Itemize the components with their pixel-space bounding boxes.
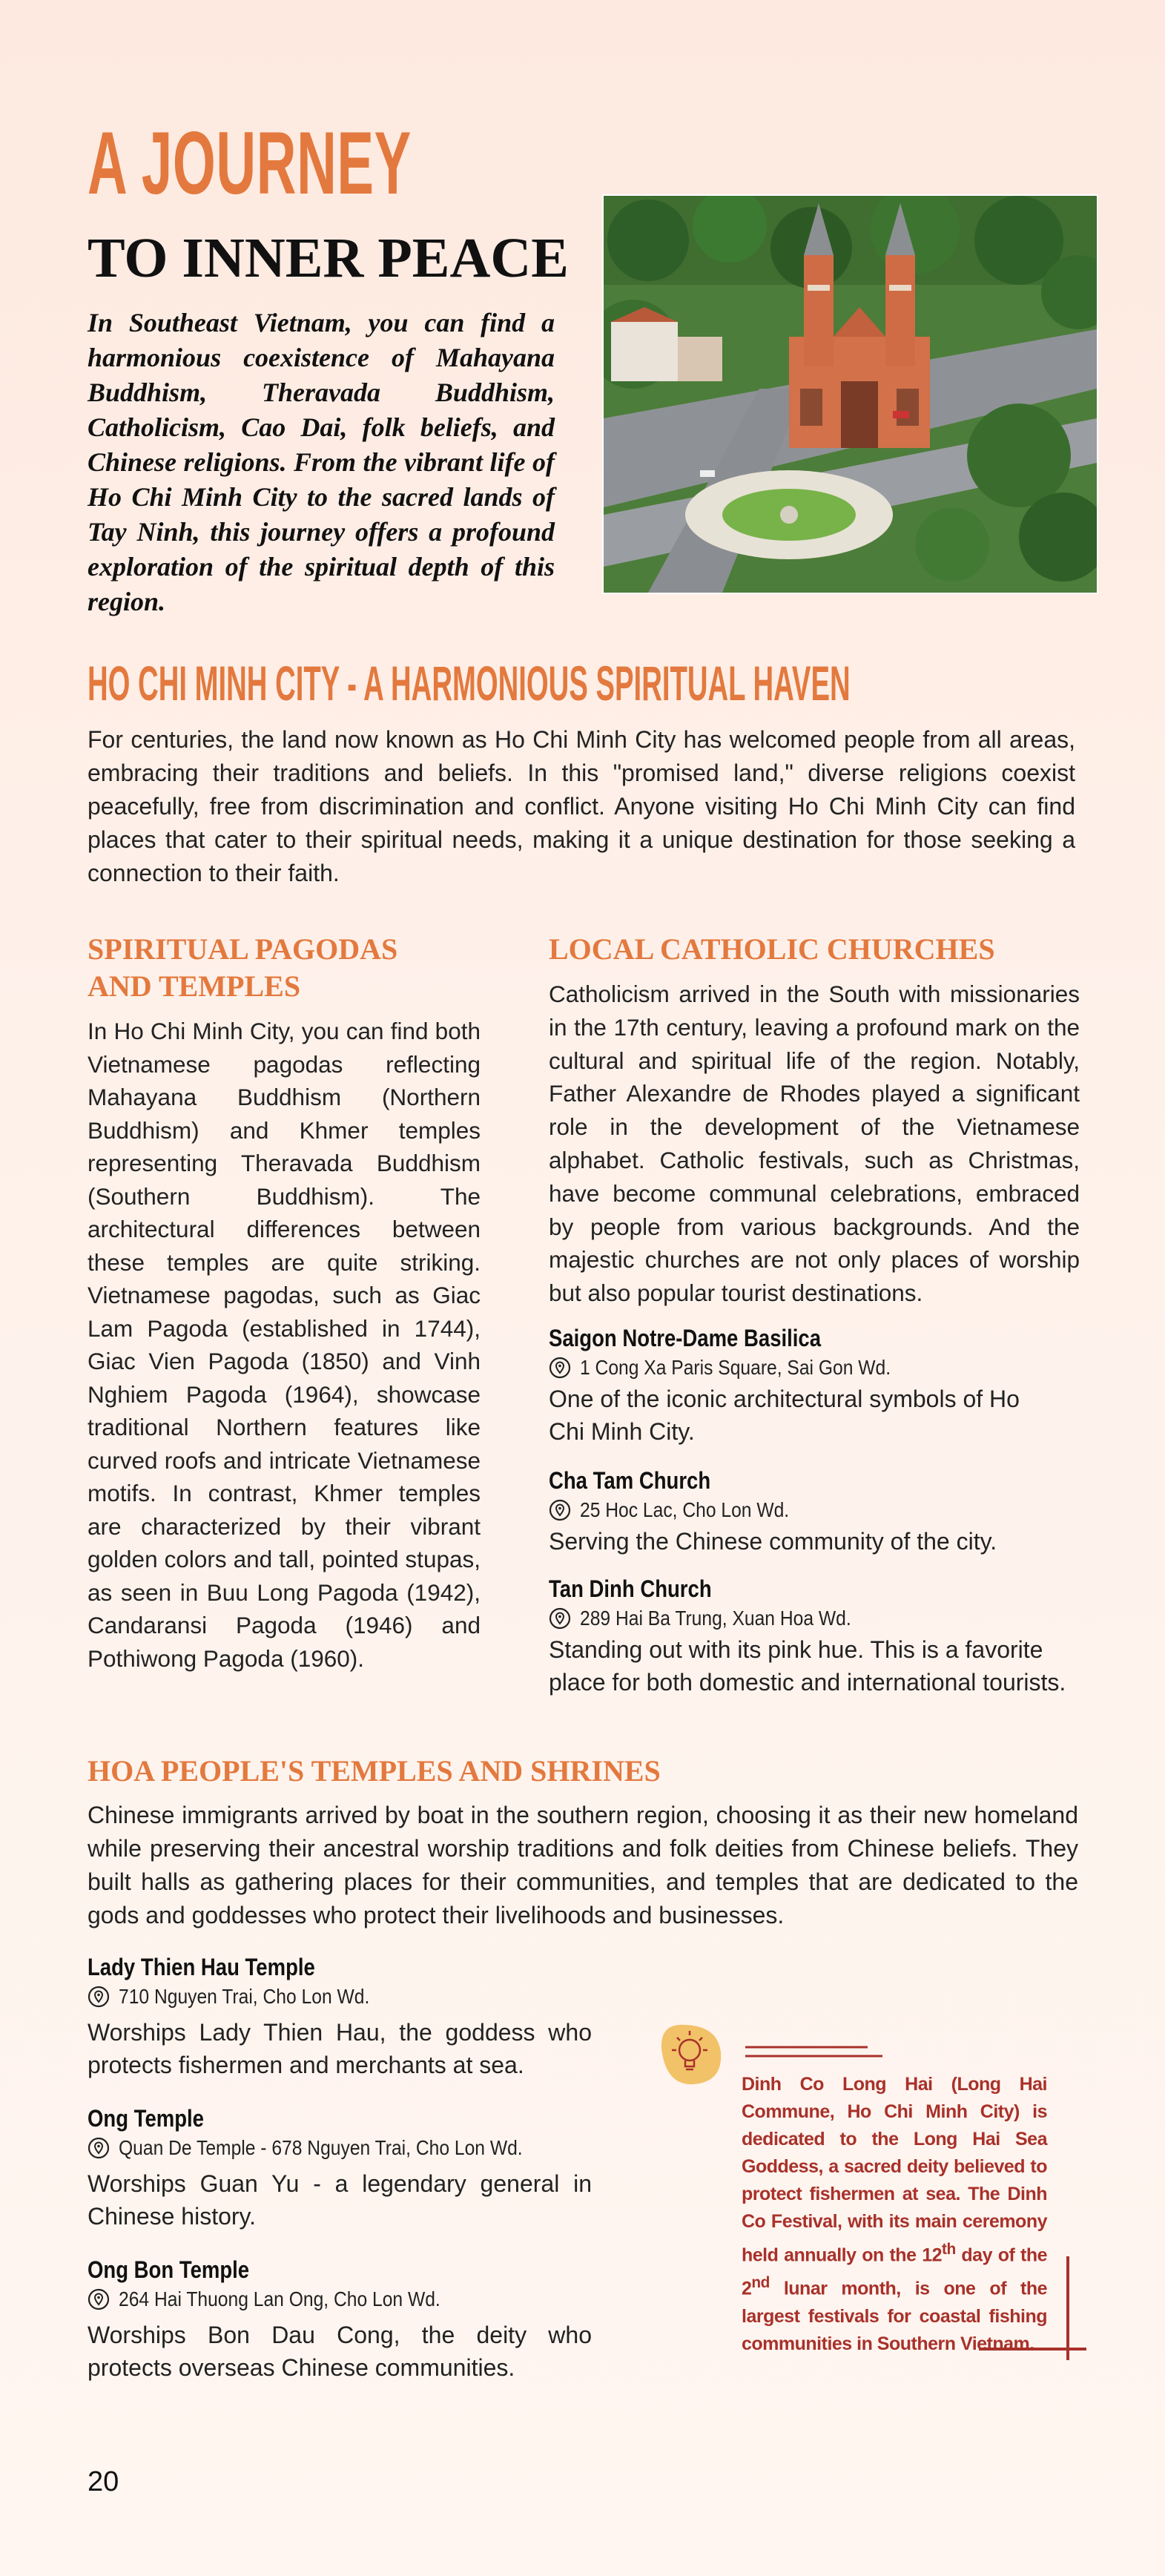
place-address <box>88 1982 592 2012</box>
pagodas-heading <box>88 931 503 1005</box>
tip-text-part1: Dinh Co Long Hai (Long Hai Commune, Ho Chi Minh City) is dedicated to the Long Hai Sea Goddess, a sacred deity believed to protect fishermen at sea. The Dinh Co Festival, with its main ceremony held annually on the 12 <box>742 2074 1047 2266</box>
place-name: Lady Thien Hau Temple <box>88 1954 315 1980</box>
hoa-heading: HOA PEOPLE'S TEMPLES AND SHRINES <box>88 1754 661 1788</box>
place-description: Worships Bon Dau Cong, the deity who protects overseas Chinese communities. <box>88 2322 592 2381</box>
place-name: Cha Tam Church <box>549 1467 711 1494</box>
address-text: Quan De Temple - 678 Nguyen Trai, Cho Lon Wd. <box>119 2136 523 2159</box>
address-text: 25 Hoc Lac, Cho Lon Wd. <box>580 1498 790 1521</box>
temple-thien-hau <box>88 1952 592 2081</box>
temple-ong <box>88 2104 592 2233</box>
tip-badge <box>661 2025 721 2084</box>
pagodas-paragraph: In Ho Chi Minh City, you can find both Vietnamese pagodas reflecting Mahayana Buddhism (Northern Buddhism) and Khmer temples representing Theravada Buddhism (Southern Buddhism). The architectural differences between these temples are quite striking. Vietnamese pagodas, such as Giac Lam Pagoda (established in 1744), Giac Vien Pagoda (1850) and Vinh Nghiem Pagoda (1964), showcase traditional Northern features like curved roofs and intricate Vietnamese motifs. In contrast, Khmer temples are characterized by their vibrant golden colors and tall, pointed stupas, as seen in Buu Long Pagoda (1942), Candaransi Pagoda (1946) and Pothiwong Pagoda (1960). <box>88 1018 481 1672</box>
place-description: Worships Guan Yu - a legendary general in Chinese history. <box>88 2170 592 2230</box>
churches-heading: LOCAL CATHOLIC CHURCHES <box>549 932 995 966</box>
pagodas-heading-line2: AND TEMPLES <box>88 969 301 1003</box>
cathedral-photo <box>602 194 1098 594</box>
page-number: 20 <box>88 2466 119 2497</box>
place-address <box>88 2133 592 2163</box>
location-pin-icon <box>88 1986 110 2008</box>
place-name: Saigon Notre-Dame Basilica <box>549 1325 822 1351</box>
place-address <box>88 2285 592 2314</box>
church-notre-dame <box>549 1323 1090 1448</box>
hcmc-paragraph: For centuries, the land now known as Ho Chi Minh City has welcomed people from all areas, embracing their traditions and beliefs. In this "promised land," diverse religions coexist peacefully, free from discrimination and conflict. Anyone visiting Ho Chi Minh City can find places that cater to their spiritual needs, making it a unique destination for those seeking a connection to their faith. <box>88 726 1075 886</box>
place-description: Worships Lady Thien Hau, the goddess who protects fishermen and merchants at sea. <box>88 2019 592 2078</box>
churches-paragraph: Catholicism arrived in the South with missionaries in the 17th century, leaving a profound mark on the cultural and spiritual life of the region. Notably, Father Alexandre de Rhodes played a significant role in the development of the Vietnamese alphabet. Catholic festivals, such as Christmas, have become communal celebrations, embraced by people from various backgrounds. And the majestic churches are not only places of worship but also popular tourist destinations. <box>549 981 1080 1307</box>
location-pin-icon <box>88 2288 110 2310</box>
tip-text <box>742 2071 1047 2358</box>
place-address <box>549 1604 1090 1633</box>
hcmc-section-title: HO CHI MINH CITY - A HARMONIOUS SPIRITUAL HAVEN <box>88 656 851 711</box>
location-pin-icon <box>549 1357 571 1379</box>
tip-sup1: th <box>942 2241 956 2258</box>
address-text: 289 Hai Ba Trung, Xuan Hoa Wd. <box>580 1607 851 1630</box>
location-pin-icon <box>88 2137 110 2159</box>
tip-text-part2: day of the 2 <box>742 2244 1047 2299</box>
church-cha-tam <box>549 1466 1090 1558</box>
address-text: 1 Cong Xa Paris Square, Sai Gon Wd. <box>580 1356 891 1379</box>
tip-sup2: nd <box>751 2274 770 2292</box>
intro-paragraph: In Southeast Vietnam, you can find a harmonious coexistence of Mahayana Buddhism, Theravada Buddhism, Catholicism, Cao Dai, folk beliefs, and Chinese religions. From the vibrant life of Ho Chi Minh City to the sacred lands of Tay Ninh, this journey offers a profound exploration of the spiritual depth of this region. <box>88 308 555 616</box>
place-description: Standing out with its pink hue. This is a favorite place for both domestic and international tourists. <box>549 1636 1066 1696</box>
place-description: Serving the Chinese community of the city. <box>549 1528 997 1555</box>
place-address <box>549 1495 1090 1525</box>
title-line-1: A JOURNEY <box>88 113 412 213</box>
church-tan-dinh <box>549 1574 1090 1699</box>
place-name: Tan Dinh Church <box>549 1575 712 1602</box>
pagodas-heading-line1: SPIRITUAL PAGODAS <box>88 932 398 966</box>
place-address <box>549 1353 1090 1383</box>
location-pin-icon <box>549 1607 571 1630</box>
hoa-paragraph: Chinese immigrants arrived by boat in the southern region, choosing it as their new homeland while preserving their ancestral worship traditions and folk deities from Chinese beliefs. They built halls as gathering places for their communities, and temples that are dedicated to the gods and goddesses who protect their livelihoods and businesses. <box>88 1802 1078 1928</box>
place-description: One of the iconic architectural symbols of Ho Chi Minh City. <box>549 1386 1020 1445</box>
title-line-2: TO INNER PEACE <box>88 227 569 289</box>
place-name: Ong Temple <box>88 2105 204 2132</box>
tip-text-part3: lunar month, is one of the largest festivals for coastal fishing communities in Southern Vietnam. <box>742 2278 1047 2354</box>
place-name: Ong Bon Temple <box>88 2256 250 2283</box>
temple-ong-bon <box>88 2255 592 2384</box>
address-text: 264 Hai Thuong Lan Ong, Cho Lon Wd. <box>119 2287 440 2310</box>
location-pin-icon <box>549 1499 571 1521</box>
address-text: 710 Nguyen Trai, Cho Lon Wd. <box>119 1985 370 2008</box>
